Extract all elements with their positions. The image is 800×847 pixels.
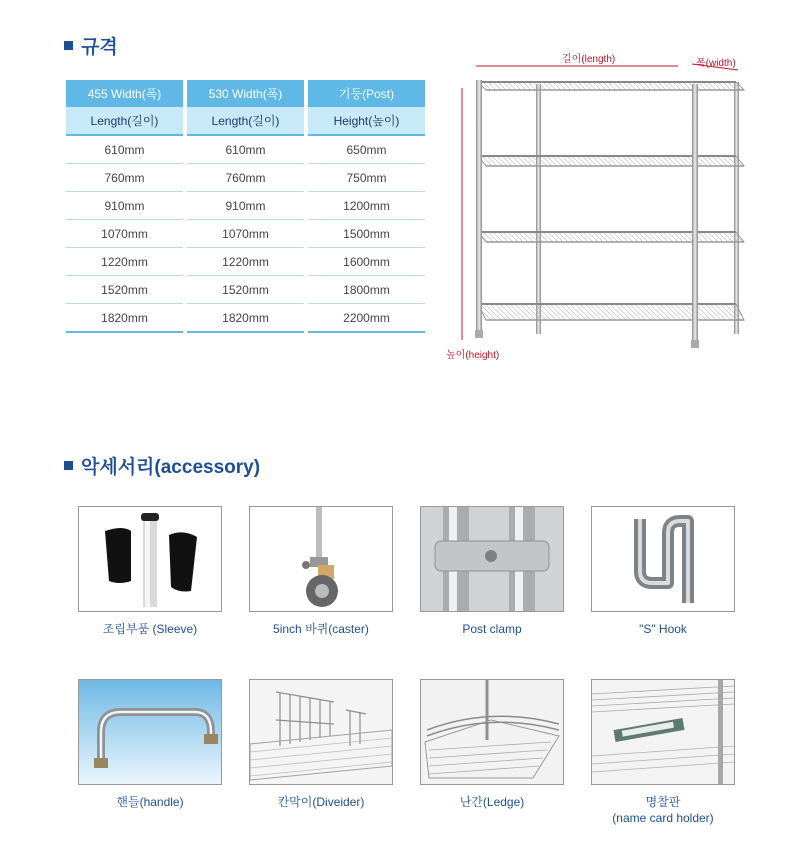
accessory-item bbox=[591, 679, 735, 826]
spec-section-title bbox=[64, 32, 118, 59]
table-cell: 1220mm bbox=[66, 248, 183, 276]
table-cell: 910mm bbox=[66, 192, 183, 220]
height-label: 높이(height) bbox=[446, 350, 500, 361]
length-label: 길이(length) bbox=[562, 54, 616, 65]
table-cell: 610mm bbox=[66, 136, 183, 164]
table-cell: 760mm bbox=[66, 164, 183, 192]
accessory-caption: 조립부품 (Sleeve) bbox=[102, 622, 198, 636]
accessory-item bbox=[591, 506, 735, 637]
accessory-item bbox=[78, 506, 222, 637]
caster-photo bbox=[249, 506, 393, 612]
table-subheader-row bbox=[66, 107, 425, 136]
table-cell: 1600mm bbox=[308, 248, 425, 276]
table-cell: 610mm bbox=[187, 136, 304, 164]
accessory-caption bbox=[591, 794, 735, 826]
width-label: 폭(width) bbox=[696, 58, 736, 69]
accessory-item bbox=[420, 679, 564, 810]
accessory-caption: Post clamp bbox=[462, 622, 522, 636]
table-cell: 1820mm bbox=[187, 304, 304, 333]
spec-title-text: 규격 bbox=[81, 37, 118, 58]
table-row bbox=[66, 136, 425, 164]
wire-rack-diagram bbox=[440, 44, 770, 374]
handle-photo bbox=[78, 679, 222, 785]
shelf bbox=[478, 82, 744, 320]
table-cell: 760mm bbox=[187, 164, 304, 192]
sleeve-photo bbox=[78, 506, 222, 612]
accessory-item bbox=[420, 506, 564, 637]
accessory-section-title bbox=[64, 452, 260, 479]
s-hook-photo bbox=[591, 506, 735, 612]
table-cell: 1800mm bbox=[308, 276, 425, 304]
table-cell: 750mm bbox=[308, 164, 425, 192]
accessory-caption-line2: (name card holder) bbox=[612, 811, 714, 825]
name-card-holder-photo bbox=[591, 679, 735, 785]
table-row bbox=[66, 164, 425, 192]
accessory-item bbox=[78, 679, 222, 810]
table-cell: 1500mm bbox=[308, 220, 425, 248]
table-row bbox=[66, 276, 425, 304]
subheader-cell: Height(높이) bbox=[308, 107, 425, 136]
accessory-item bbox=[249, 679, 393, 810]
header-cell: 455 Width(폭) bbox=[66, 80, 183, 107]
accessory-caption: "S" Hook bbox=[639, 622, 687, 636]
table-row bbox=[66, 304, 425, 333]
subheader-cell: Length(길이) bbox=[187, 107, 304, 136]
header-cell: 기둥(Post) bbox=[308, 80, 425, 107]
table-cell: 910mm bbox=[187, 192, 304, 220]
header-cell: 530 Width(폭) bbox=[187, 80, 304, 107]
table-row bbox=[66, 248, 425, 276]
accessory-caption: 칸막이(Diveider) bbox=[277, 795, 365, 809]
table-cell: 2200mm bbox=[308, 304, 425, 333]
wire-rack-icon bbox=[440, 44, 770, 374]
table-cell: 1820mm bbox=[66, 304, 183, 333]
table-cell: 1520mm bbox=[66, 276, 183, 304]
table-row bbox=[66, 192, 425, 220]
table-cell: 1070mm bbox=[187, 220, 304, 248]
accessory-caption: 핸들(handle) bbox=[116, 795, 184, 809]
table-cell: 1220mm bbox=[187, 248, 304, 276]
post-clamp-photo bbox=[420, 506, 564, 612]
table-cell: 1200mm bbox=[308, 192, 425, 220]
table-row bbox=[66, 220, 425, 248]
table-cell: 1070mm bbox=[66, 220, 183, 248]
accessory-caption: 난간(Ledge) bbox=[459, 795, 525, 809]
table-header-row bbox=[66, 80, 425, 107]
accessory-caption: 5inch 바퀴(caster) bbox=[273, 622, 369, 636]
accessory-caption-line1: 명찰판 bbox=[645, 795, 681, 809]
accessory-title-text: 악세서리(accessory) bbox=[81, 457, 261, 478]
square-bullet-icon bbox=[64, 461, 73, 470]
subheader-cell: Length(길이) bbox=[66, 107, 183, 136]
accessory-item bbox=[249, 506, 393, 637]
table-cell: 650mm bbox=[308, 136, 425, 164]
divider-photo bbox=[249, 679, 393, 785]
square-bullet-icon bbox=[64, 41, 73, 50]
table-cell: 1520mm bbox=[187, 276, 304, 304]
spec-table bbox=[62, 80, 429, 333]
ledge-photo bbox=[420, 679, 564, 785]
